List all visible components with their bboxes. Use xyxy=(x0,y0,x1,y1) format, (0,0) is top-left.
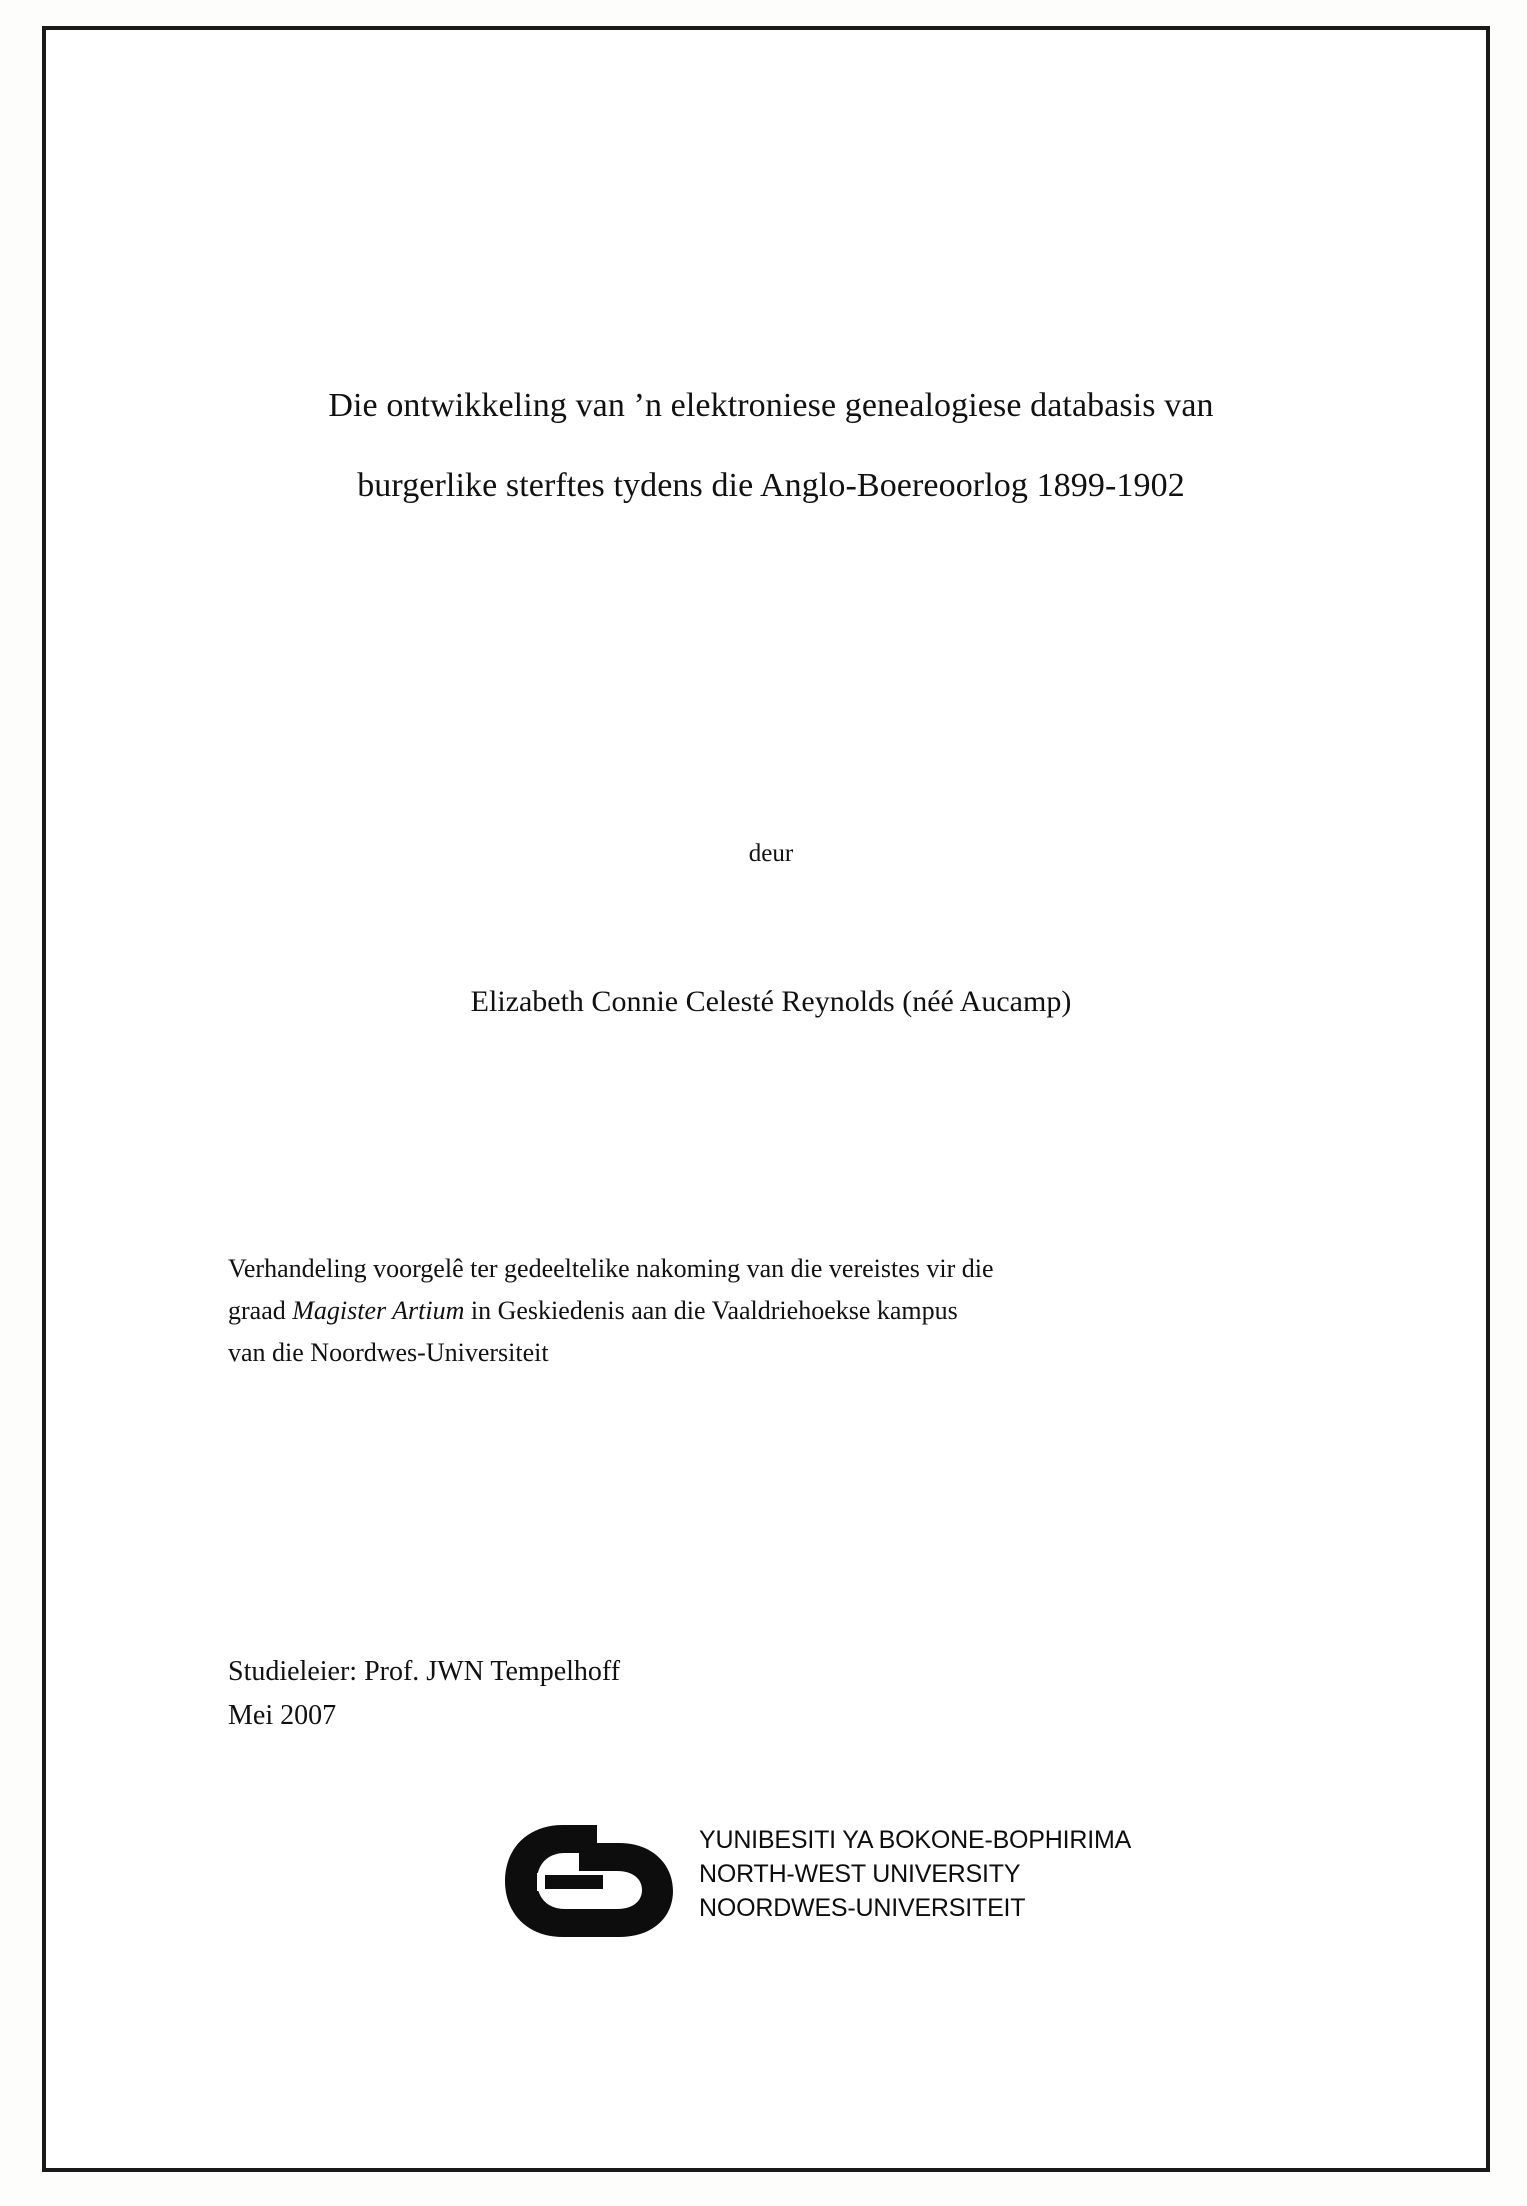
degree-statement-line-3: van die Noordwes-Universiteit xyxy=(228,1338,549,1367)
logo-text-line-3: NOORDWES-UNIVERSITEIT xyxy=(699,1894,1026,1922)
date-line: Mei 2007 xyxy=(228,1700,337,1731)
title-line-2: burgerlike sterftes tydens die Anglo-Boereoorlog 1899-1902 xyxy=(357,467,1185,504)
by-label: deur xyxy=(748,840,794,867)
author-name: Elizabeth Connie Celesté Reynolds (néé Aucamp) xyxy=(470,985,1072,1018)
university-logo-text xyxy=(699,1823,1131,1925)
page-title xyxy=(196,375,1346,517)
university-logo xyxy=(501,1815,1132,1955)
north-west-university-logo-mark-icon xyxy=(501,1821,691,1941)
title-line-1: Die ontwikkeling van ’n elektroniese genealogiese databasis van xyxy=(328,387,1214,424)
page-content xyxy=(46,30,1486,2168)
degree-statement-line-2 xyxy=(228,1290,1386,1332)
degree-statement-line-2-suffix: in Geskiedenis aan die Vaaldriehoekse kampus xyxy=(464,1296,958,1325)
logo-text-line-1: YUNIBESITI YA BOKONE-BOPHIRIMA xyxy=(699,1826,1132,1854)
supervisor-and-date xyxy=(228,1650,1128,1738)
page-border-frame xyxy=(42,26,1490,2172)
logo-text-line-2: NORTH-WEST UNIVERSITY xyxy=(699,1860,1021,1888)
supervisor-line: Studieleier: Prof. JWN Tempelhoff xyxy=(228,1656,621,1687)
degree-statement-line-1: Verhandeling voorgelê ter gedeeltelike nakoming van die vereistes vir die xyxy=(228,1254,994,1283)
degree-name-italic: Magister Artium xyxy=(292,1296,465,1325)
degree-statement xyxy=(228,1248,1386,1374)
degree-statement-line-2-prefix: graad xyxy=(228,1296,293,1325)
